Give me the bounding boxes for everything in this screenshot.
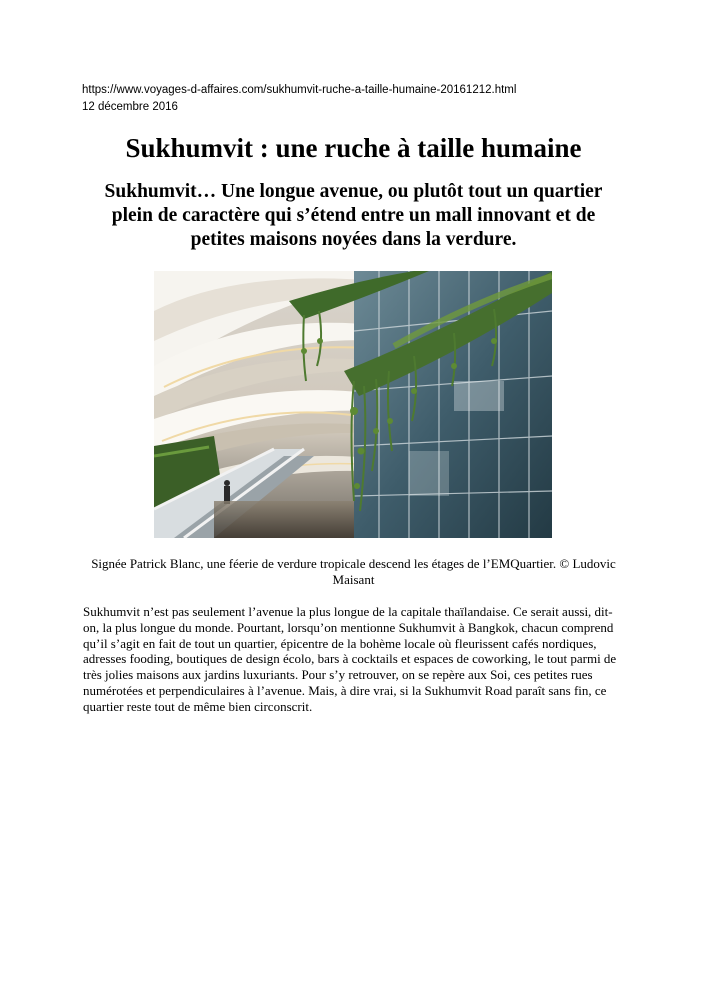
article-body: Sukhumvit n’est pas seulement l’avenue la plus longue de la capitale thaïlandaise. Ce serait aussi, dit-on, la plus longue du monde. Pourtant, lorsqu’on mentionne Sukhumvit à Bangkok, chacun comprend qu’il s’agit en fait de tout un quartier, épicentre de la bohème locale où fleurissent cafés nordiques, adresses fooding, boutiques de design écolo, bars à cocktails et espaces de coworking, le tout parmi de très jolies maisons aux jardins luxuriants. Pour s’y retrouver, on se repère aux Soi, ces petites rues numérotées et perpendiculaires à l’avenue. Mais, à dire vrai, si la Sukhumvit Road paraît sans fin, ce quartier reste tout de même bien circonscrit.	[83, 604, 617, 714]
article-subtitle: Sukhumvit… Une longue avenue, ou plutôt tout un quartier plein de caractère qui s’étend entre un mall innovant et de petites maisons noyées dans la verdure.	[104, 181, 603, 250]
publication-date: 12 décembre 2016	[82, 101, 178, 113]
photo-caption: Signée Patrick Blanc, une féerie de verdure tropicale descend les étages de l’EMQuartier. © Ludovic Maisant	[91, 556, 616, 587]
article-title: Sukhumvit : une ruche à taille humaine	[125, 133, 582, 163]
source-url: https://www.voyages-d-affaires.com/sukhumvit-ruche-a-taille-humaine-20161212.html	[82, 84, 517, 96]
mall-atrium-photo	[154, 271, 552, 538]
